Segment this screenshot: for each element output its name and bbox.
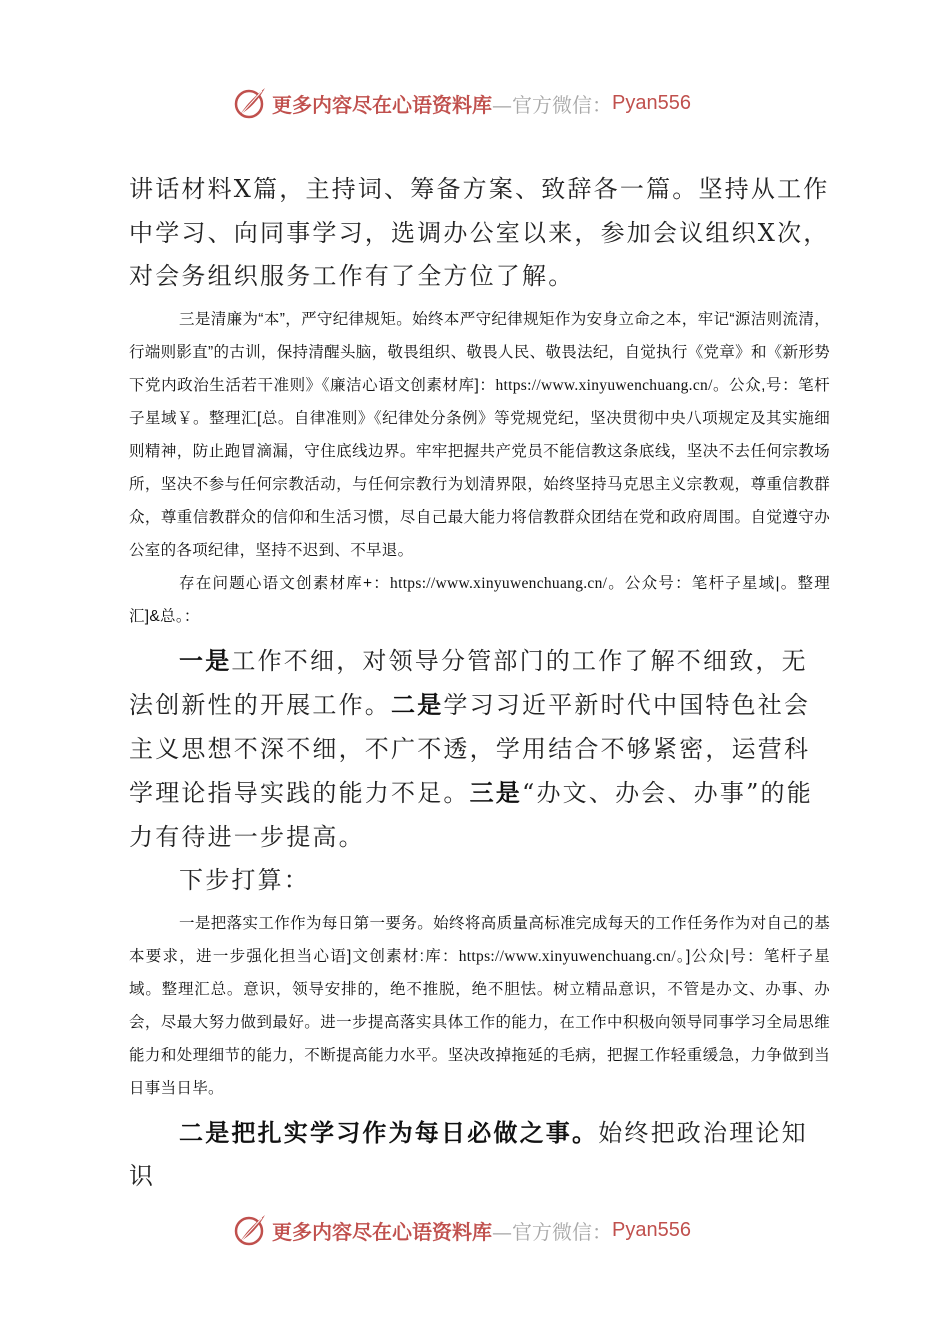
problems-text-a: 存在问题心语文创素材库+：: [179, 574, 391, 592]
problem-2-text: 学习习近平新时代中国特色社会主义思想不深不细，不广不透，学用结合不够紧密，运营科学理论指导实践的能力不足。: [129, 691, 811, 807]
problems-url-link[interactable]: https://www.xinyuwenchuang.cn/: [390, 574, 608, 592]
feather-logo-icon: [232, 85, 268, 121]
feather-logo-icon: [232, 1212, 268, 1248]
banner-subtitle: —官方微信：: [492, 1219, 612, 1244]
integrity-text-a: 三是清廉为“本”，严守纪律规矩。始终本严守纪律规矩作为安身立命之本，牢记“源洁则流清，行端则影直”的古训，保持清醒头脑，敬畏组织、敬畏人民、敬畏法纪，自觉执行《党章》和《新形势下党内政治生活若干准则》《廉洁心语文创素材库]：: [129, 310, 830, 394]
paragraph-plan-2: [129, 1111, 830, 1199]
plan-2-keyword: 二是把扎实学习作为每日必做之事。: [179, 1117, 599, 1147]
problem-1-text: 工作不细，对领导分管部门的工作了解不细致，无法创新性的开展工作。: [129, 646, 808, 719]
problem-3-keyword: 三是: [469, 778, 523, 807]
paragraph-plan-1: [129, 907, 830, 1105]
banner-title: 更多内容尽在心语资料库: [272, 92, 492, 117]
problems-text-b: 。公众号：笔杆子星域|。整理汇]&总。：: [129, 574, 831, 625]
footer-banner[interactable]: [232, 1209, 752, 1251]
paragraph-problems: [129, 639, 830, 860]
plan-1-text-b: 。]公众|号：笔杆子星域。整理汇总。意识，领导安排的，绝不推脱，绝不胆怯。树立精品意识，不管是办文、办事、办会，尽最大努力做到最好。进一步提高落实具体工作的能力，在工作中积极向领导同事学习全局思维能力和处理细节的能力，不断提高能力水平。坚决改掉拖延的毛病，把握工作轻重缓急，力争做到当日事当日毕。: [129, 947, 830, 1097]
paragraph-integrity: [129, 303, 830, 567]
paragraph-meeting-work: 讲话材料X篇，主持词、筹备方案、致辞各一篇。坚持从工作中学习、向同事学习，选调办公室以来，参加会议组织X次，对会务组织服务工作有了全方位了解。: [129, 175, 830, 290]
document-body: [129, 168, 830, 1199]
problem-1-keyword: 一是: [179, 645, 232, 675]
header-banner[interactable]: [232, 82, 752, 124]
plan-1-url-link[interactable]: https://www.xinyuwenchuang.cn/: [458, 947, 676, 965]
problem-3-text: “办文、办会、办事”的能力有待进一步提高。: [129, 779, 813, 851]
banner-subtitle: —官方微信：: [492, 92, 612, 117]
plan-2-text: 始终把政治理论知识: [129, 1118, 808, 1190]
integrity-url-link[interactable]: https://www.xinyuwenchuang.cn/: [495, 376, 713, 394]
next-steps-heading: 下步打算：: [179, 866, 310, 894]
integrity-text-b: 。公众,号：笔杆子星域￥。整理汇[总。自律准则》《纪律处分条例》等党规党纪，坚决贯彻中央八项规定及其实施细则精神，防止跑冒滴漏，守住底线边界。牢牢把握共产党员不能信教这条底线，坚决不去任何宗教场所，坚决不参与任何宗教活动，与任何宗教行为划清界限，始终坚持马克思主义宗教观，尊重信教群众，尊重信教群众的信仰和生活习惯，尽自己最大能力将信教群众团结在党和政府周围。自觉遵守办公室的各项纪律，坚持不迟到、不早退。: [129, 376, 830, 559]
banner-wechat-id: Pyan556: [612, 91, 691, 114]
problem-2-keyword: 二是: [391, 690, 444, 719]
plan-1-text-a: 一是把落实工作作为每日第一要务。始终将高质量高标准完成每天的工作任务作为对自己的基本要求，进一步强化担当心语]文创素材:库：: [129, 914, 830, 965]
paragraph-problems-heading: [129, 567, 830, 633]
banner-wechat-id: Pyan556: [612, 1218, 691, 1241]
banner-title: 更多内容尽在心语资料库: [272, 1219, 492, 1244]
